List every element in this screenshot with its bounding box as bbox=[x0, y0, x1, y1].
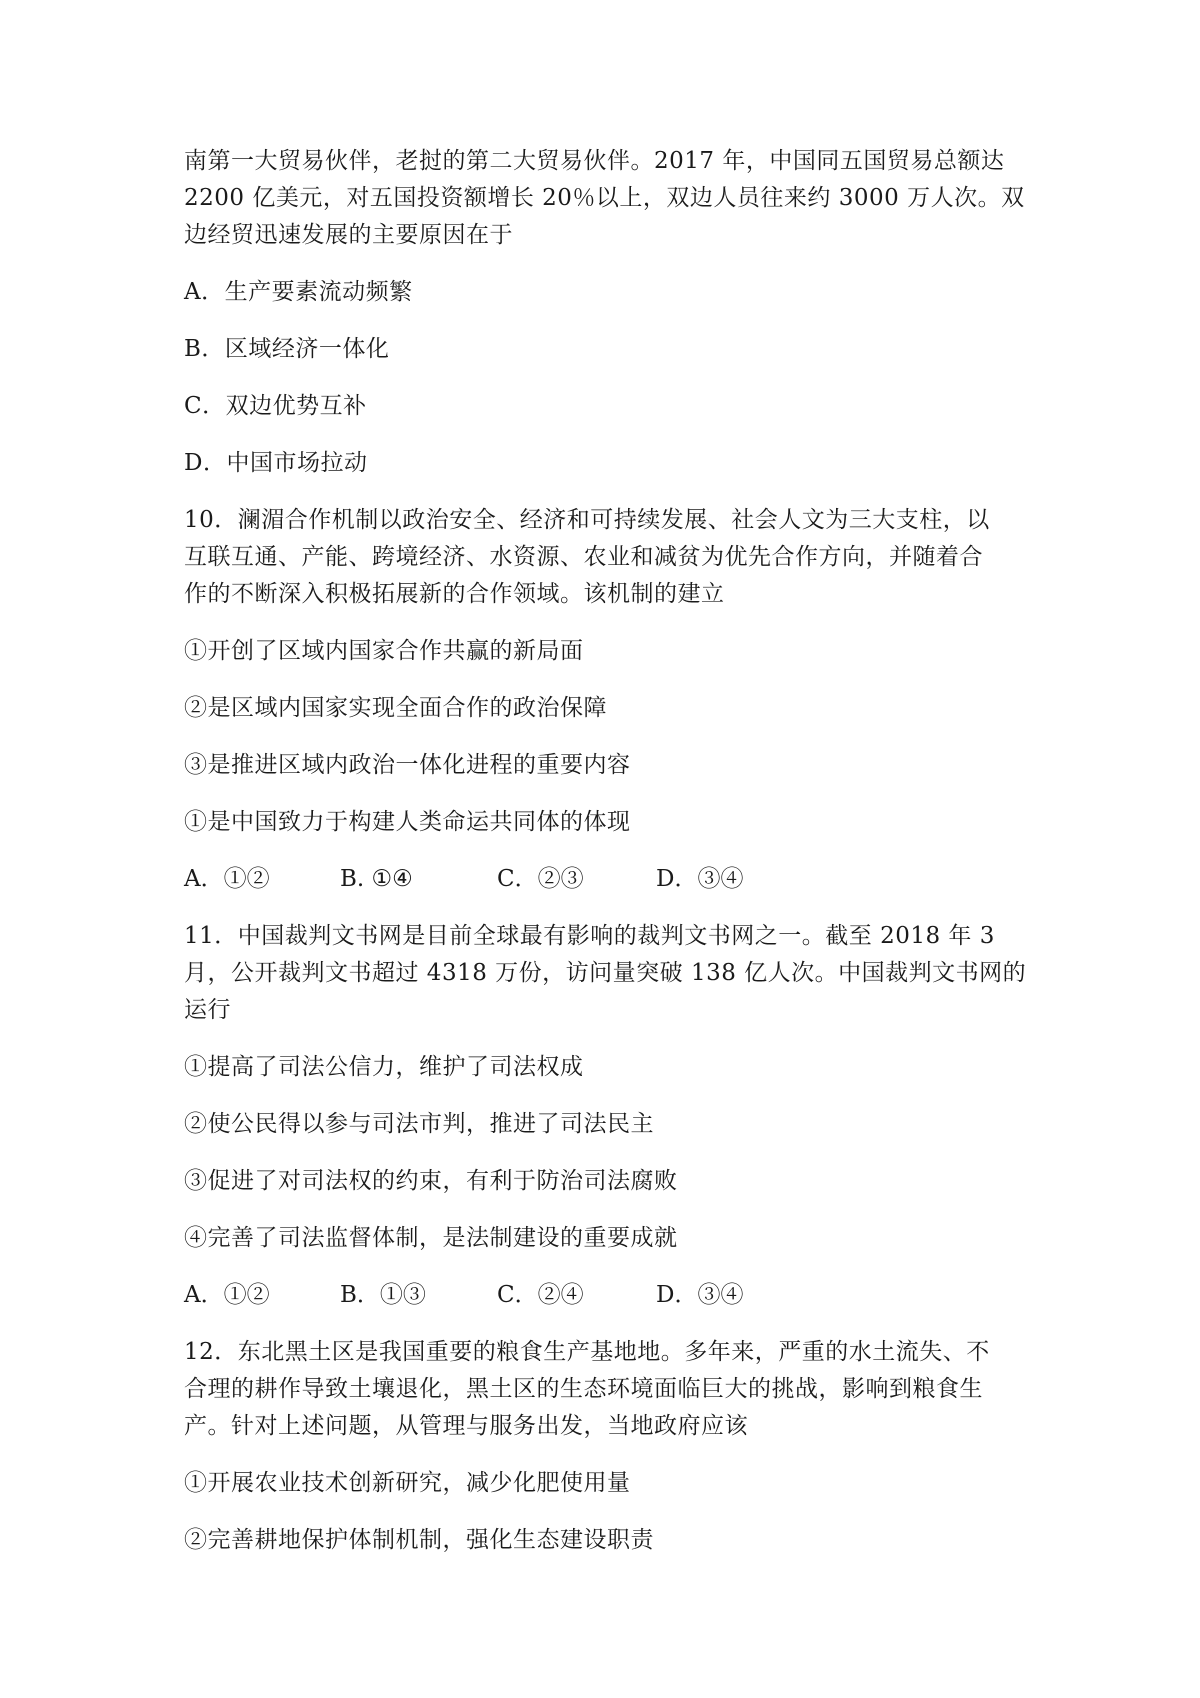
q12-stem-line-2: 合理的耕作导致土壤退化，黑土区的生态环境面临巨大的挑战，影响到粮食生 bbox=[184, 1376, 983, 1402]
q11-choice-d: D．③④ bbox=[656, 1282, 744, 1308]
q11-stem-line-2: 月，公开裁判文书超过 4318 万份，访问量突破 138 亿人次。中国裁判文书网的 bbox=[184, 960, 1027, 986]
q11-stem-line-1: 11．中国裁判文书网是目前全球最有影响的裁判文书网之一。截至 2018 年 3 bbox=[184, 923, 995, 949]
q11-choice-b: B．①③ bbox=[340, 1282, 426, 1308]
q9-option-d: D．中国市场拉动 bbox=[184, 450, 368, 476]
q10-choice-d: D．③④ bbox=[656, 866, 744, 892]
q12-stem-line-3: 产。针对上述问题，从管理与服务出发，当地政府应该 bbox=[184, 1413, 748, 1439]
q11-choice-a: A．①② bbox=[184, 1282, 270, 1308]
q10-choice-c: C．②③ bbox=[497, 866, 584, 892]
q11-statement-2: ②使公民得以参与司法市判，推进了司法民主 bbox=[184, 1111, 654, 1137]
q10-choice-b: B. ①④ bbox=[340, 866, 413, 892]
q9-stem-line-2: 2200 亿美元，对五国投资额增长 20％以上，双边人员往来约 3000 万人次。双 bbox=[184, 185, 1025, 211]
q9-stem-line-3: 边经贸迅速发展的主要原因在于 bbox=[184, 222, 513, 248]
q9-option-c: C．双边优势互补 bbox=[184, 393, 367, 419]
q10-stem-line-2: 互联互通、产能、跨境经济、水资源、农业和减贫为优先合作方向，并随着合 bbox=[184, 544, 983, 570]
q10-statement-3: ③是推进区域内政治一体化进程的重要内容 bbox=[184, 752, 631, 778]
q10-statement-2: ②是区域内国家实现全面合作的政治保障 bbox=[184, 695, 607, 721]
q9-option-b: B．区域经济一体化 bbox=[184, 336, 390, 362]
q10-statement-4: ①是中国致力于构建人类命运共同体的体现 bbox=[184, 809, 631, 835]
q11-stem-line-3: 运行 bbox=[184, 997, 231, 1023]
q12-statement-1: ①开展农业技术创新研究，减少化肥使用量 bbox=[184, 1470, 631, 1496]
q11-statement-3: ③促进了对司法权的约束，有利于防治司法腐败 bbox=[184, 1168, 678, 1194]
q9-option-a: A．生产要素流动频繁 bbox=[184, 279, 413, 305]
q11-statement-4: ④完善了司法监督体制，是法制建设的重要成就 bbox=[184, 1225, 678, 1251]
q11-statement-1: ①提高了司法公信力，维护了司法权成 bbox=[184, 1054, 584, 1080]
q10-choice-a: A．①② bbox=[184, 866, 270, 892]
q10-stem-line-3: 作的不断深入积极拓展新的合作领域。该机制的建立 bbox=[184, 581, 725, 607]
q9-stem-line-1: 南第一大贸易伙伴，老挝的第二大贸易伙伴。2017 年，中国同五国贸易总额达 bbox=[184, 148, 1005, 174]
q10-stem-line-1: 10．澜湄合作机制以政治安全、经济和可持续发展、社会人文为三大支柱，以 bbox=[184, 507, 990, 533]
q11-choice-c: C．②④ bbox=[497, 1282, 584, 1308]
q12-stem-line-1: 12．东北黑土区是我国重要的粮食生产基地地。多年来，严重的水土流失、不 bbox=[184, 1339, 990, 1365]
q10-statement-1: ①开创了区域内国家合作共赢的新局面 bbox=[184, 638, 584, 664]
q12-statement-2: ②完善耕地保护体制机制，强化生态建设职责 bbox=[184, 1527, 654, 1553]
